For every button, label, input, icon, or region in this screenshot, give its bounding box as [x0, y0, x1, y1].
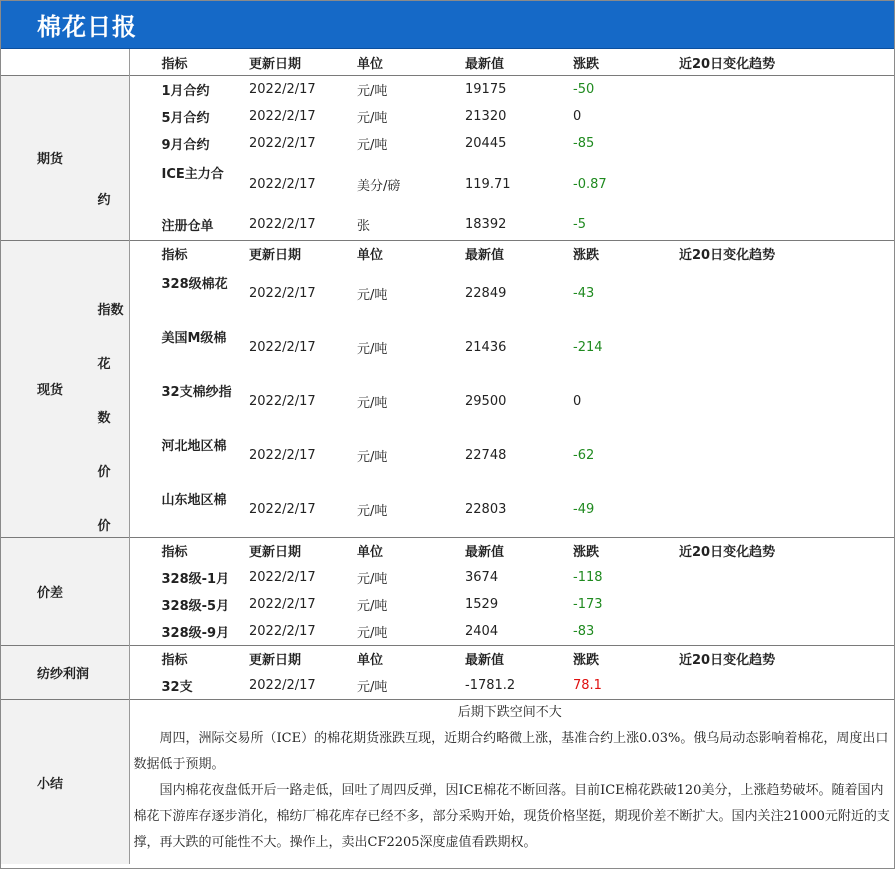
row-date: 2022/2/17	[249, 623, 316, 639]
data-table	[1, 49, 894, 864]
header-unit: 单位	[345, 537, 453, 564]
header-name: 指标	[129, 645, 237, 672]
header-date: 更新日期	[249, 56, 302, 72]
row-value: 21320	[465, 109, 507, 124]
table-row	[1, 429, 894, 483]
header-name: 指标	[161, 56, 188, 72]
table-header	[1, 49, 894, 76]
row-date: 2022/2/17	[249, 394, 316, 409]
row-unit: 元/吨	[357, 138, 388, 153]
row-name-line1: ICE主力合	[161, 167, 224, 182]
header-value: 最新值	[453, 645, 561, 672]
summary-content	[129, 700, 894, 865]
row-trend	[669, 483, 894, 538]
summary-row	[1, 700, 894, 865]
header-blank	[1, 49, 129, 76]
table-row	[1, 591, 894, 618]
row-name-line2: 指数	[97, 302, 124, 318]
table-row	[1, 211, 894, 238]
category-spread: 价差	[1, 537, 129, 645]
header-name: 指标	[129, 240, 237, 267]
row-date: 2022/2/17	[249, 678, 316, 693]
row-date: 2022/2/17	[249, 502, 316, 517]
header-change: 涨跌	[573, 56, 600, 72]
row-value: 18392	[465, 217, 507, 232]
row-value: 22748	[465, 448, 507, 463]
header-value: 最新值	[453, 240, 561, 267]
row-date: 2022/2/17	[249, 109, 316, 124]
row-trend	[669, 429, 894, 483]
row-unit: 元/吨	[357, 111, 388, 126]
summary-paragraph-1: 周四，洲际交易所（ICE）的棉花期货涨跌互现，近期合约略微上涨，基准合约上涨0.03%。俄乌局动态影响着棉花，周度出口数据低于预期。	[133, 731, 889, 772]
table-row	[1, 672, 894, 700]
row-name: 328级-1月	[161, 571, 230, 587]
table-row	[1, 564, 894, 591]
row-unit: 元/吨	[357, 342, 388, 357]
row-date: 2022/2/17	[249, 136, 316, 151]
row-trend	[669, 321, 894, 375]
summary-paragraph-2: 国内棉花夜盘低开后一路走低，回吐了周四反弹，因ICE棉花不断回落。目前ICE棉花跌破120美分，上涨趋势破坏。随着国内棉花下游库存逐步消化，棉纺厂棉花库存已经不多，部分采购开始，现货价格坚挺，期现价差不断扩大。国内关注21000元附近的支撑，再大跌的可能性不大。操作上，卖出CF2205深度虚值看跌期权。	[133, 783, 890, 850]
row-unit: 元/吨	[357, 504, 388, 519]
row-unit: 元/吨	[357, 625, 388, 641]
row-change: -62	[573, 448, 595, 463]
header-name: 指标	[129, 537, 237, 564]
row-change: -0.87	[573, 176, 607, 192]
category-profit: 纺纱利润	[1, 645, 129, 700]
row-value: 20445	[465, 136, 507, 151]
row-name-line2: 花	[97, 356, 111, 372]
row-trend	[669, 211, 894, 238]
header-date: 更新日期	[237, 240, 345, 267]
header-trend: 近20日变化趋势	[679, 56, 776, 72]
row-change: -5	[573, 217, 586, 232]
row-name	[97, 483, 237, 538]
row-name-line1: 32支棉纱指	[161, 384, 232, 400]
row-unit: 元/吨	[357, 396, 388, 411]
table-row	[1, 76, 894, 104]
row-value: 3674	[465, 569, 499, 585]
row-name-line2: 价	[97, 464, 111, 480]
row-name: 1月合约	[129, 76, 237, 104]
row-change: -214	[573, 340, 603, 355]
row-change: -49	[573, 502, 595, 517]
summary-title: 后期下跌空间不大	[457, 705, 562, 720]
row-name: 328级-5月	[161, 598, 230, 614]
row-name-line1: 河北地区棉	[161, 438, 227, 454]
row-unit: 元/吨	[357, 571, 388, 587]
row-trend	[669, 564, 894, 591]
row-change: 0	[573, 109, 582, 124]
row-name	[97, 157, 237, 211]
header-value: 最新值	[465, 56, 505, 72]
row-trend	[669, 618, 894, 646]
table-row	[1, 157, 894, 211]
row-value: 119.71	[465, 176, 511, 192]
row-value: -1781.2	[465, 678, 516, 693]
row-unit: 元/吨	[357, 598, 388, 614]
row-trend	[669, 157, 894, 211]
row-date: 2022/2/17	[249, 448, 316, 463]
row-date: 2022/2/17	[249, 217, 316, 232]
row-date: 2022/2/17	[249, 340, 316, 355]
table-row	[1, 618, 894, 646]
row-name-line1: 美国M级棉	[161, 330, 227, 346]
header-trend: 近20日变化趋势	[669, 240, 894, 267]
section-header	[1, 537, 894, 564]
row-name-line2: 数	[97, 410, 111, 426]
header-change: 涨跌	[561, 240, 669, 267]
row-date: 2022/2/17	[249, 286, 316, 301]
row-trend	[669, 76, 894, 104]
row-unit: 元/吨	[357, 450, 388, 465]
row-name: 32支	[161, 680, 193, 695]
row-value: 29500	[465, 394, 507, 409]
row-date: 2022/2/17	[249, 569, 316, 585]
header-trend: 近20日变化趋势	[669, 645, 894, 672]
row-name	[97, 321, 237, 375]
row-change: -173	[573, 596, 603, 612]
header-value: 最新值	[453, 537, 561, 564]
header-unit: 单位	[345, 240, 453, 267]
row-name	[97, 375, 237, 429]
row-value: 22803	[465, 502, 507, 517]
header-date: 更新日期	[237, 537, 345, 564]
table-row	[1, 483, 894, 538]
row-value: 2404	[465, 623, 499, 639]
row-value: 22849	[465, 286, 507, 301]
row-name: 328级-9月	[161, 625, 230, 641]
row-change: -118	[573, 569, 603, 585]
row-name	[97, 429, 237, 483]
row-trend	[669, 672, 894, 700]
row-name	[97, 267, 237, 321]
row-value: 21436	[465, 340, 507, 355]
header-trend: 近20日变化趋势	[669, 537, 894, 564]
row-change: -83	[573, 623, 595, 639]
row-name-line1: 山东地区棉	[161, 492, 227, 508]
category-spot: 现货	[1, 240, 129, 537]
row-name: 注册仓单	[161, 219, 214, 234]
header-change: 涨跌	[561, 645, 669, 672]
section-header	[1, 645, 894, 672]
section-header	[1, 240, 894, 267]
row-name: 5月合约	[161, 111, 210, 126]
table-row	[1, 375, 894, 429]
row-trend	[669, 267, 894, 321]
row-trend	[669, 591, 894, 618]
category-summary: 小结	[1, 700, 129, 865]
row-name-line2: 约	[97, 193, 111, 208]
header-change: 涨跌	[561, 537, 669, 564]
title-bar	[1, 1, 894, 49]
row-change: -43	[573, 286, 595, 301]
row-change: 78.1	[573, 678, 602, 693]
row-unit: 美分/磅	[357, 178, 401, 194]
row-unit: 元/吨	[357, 680, 388, 695]
row-change: 0	[573, 394, 582, 409]
table-row	[1, 103, 894, 130]
header-unit: 单位	[345, 645, 453, 672]
category-futures: 期货	[1, 76, 129, 241]
row-unit: 元/吨	[345, 76, 453, 104]
row-name: 9月合约	[161, 138, 210, 153]
row-change: -85	[573, 136, 595, 151]
row-unit: 元/吨	[357, 288, 388, 303]
header-date: 更新日期	[237, 645, 345, 672]
row-date: 2022/2/17	[249, 176, 316, 192]
row-value: 1529	[465, 596, 499, 612]
row-name-line1: 328级棉花	[161, 276, 228, 292]
row-unit: 张	[357, 219, 371, 234]
row-value: 19175	[453, 76, 561, 104]
header-unit: 单位	[357, 56, 384, 72]
row-trend	[669, 130, 894, 157]
row-date: 2022/2/17	[249, 596, 316, 612]
table-row	[1, 321, 894, 375]
row-name-line2: 价	[97, 518, 111, 534]
row-change: -50	[561, 76, 669, 104]
page-title: 棉花日报	[37, 13, 137, 41]
row-trend	[669, 375, 894, 429]
row-date: 2022/2/17	[237, 76, 345, 104]
table-row	[1, 267, 894, 321]
table-row	[1, 130, 894, 157]
row-trend	[669, 103, 894, 130]
